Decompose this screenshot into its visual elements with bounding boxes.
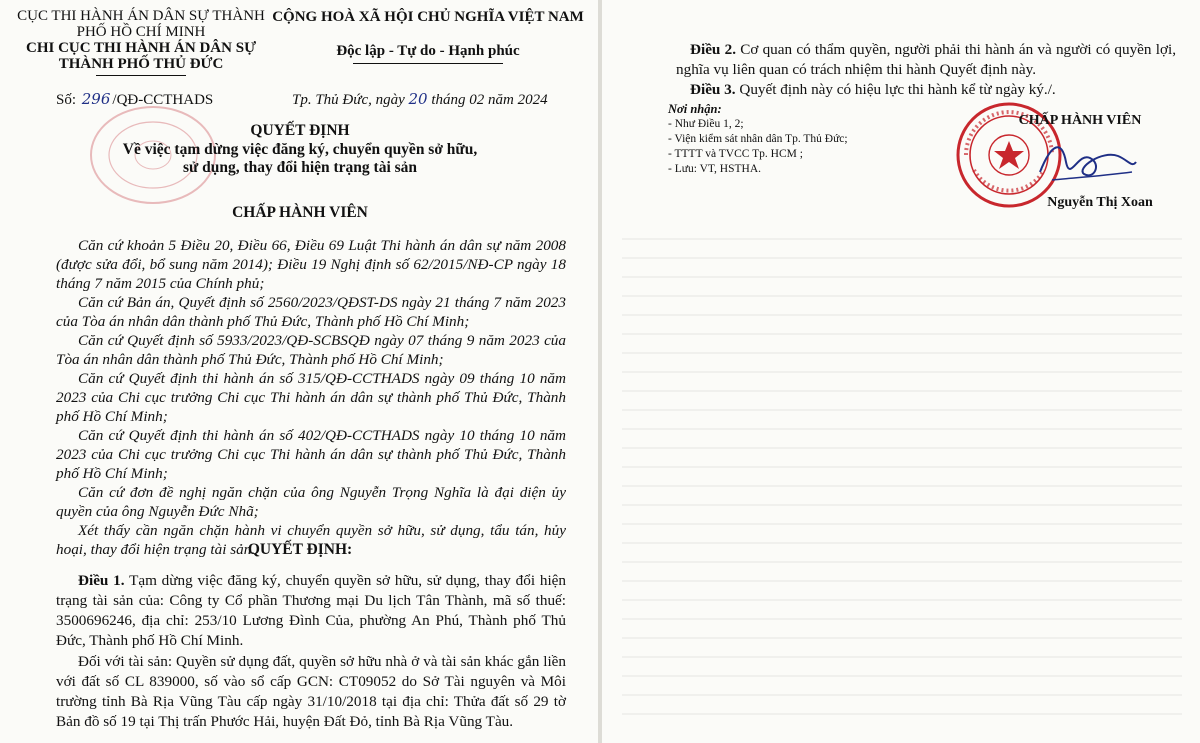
- bleed-through-text: [622, 230, 1182, 730]
- recipient-item: - Như Điều 1, 2;: [668, 118, 744, 130]
- article-1: [56, 571, 566, 733]
- basis-item: Căn cứ Quyết định thi hành án số 315/QĐ-CCTHADS ngày 09 tháng 10 năm 2023 của Chi cục trưởng Chi cục Thi hành án dân sự thành phố Thủ Đức, Thành phố Hồ Chí Minh;: [56, 370, 566, 425]
- basis-item: Căn cứ đơn đề nghị ngăn chặn của ông Nguyễn Trọng Nghĩa là đại diện ủy quyền của ông Nguyễn Đức Nhã;: [56, 484, 566, 520]
- agency-name: CHI CỤC THI HÀNH ÁN DÂN SỰ THÀNH PHỐ THỦ ĐỨC: [25, 40, 257, 72]
- article-1-asset: Đối với tài sản: Quyền sử dụng đất, quyền sở hữu nhà ở và tài sản khác gắn liền với đất số CL 839000, số vào sổ cấp GCN: CT09052 do Sở Tài nguyên và Môi trường tỉnh Bà Rịa Vũng Tàu cấp ngày 31/10/2018 tại địa chỉ: Thửa đất số 29 tờ Bản đồ số 19 tại Thị trấn Phước Hải, huyện Đất Đỏ, tỉnh Bà Rịa Vũng Tàu.: [56, 653, 566, 730]
- recipients-heading: Nơi nhận:: [668, 102, 722, 116]
- article-3-text: Quyết định này có hiệu lực thi hành kể từ ngày ký./.: [739, 81, 1056, 98]
- signer-name: Nguyễn Thị Xoan: [1047, 195, 1153, 210]
- legal-bases: [56, 236, 566, 559]
- article-3: [676, 80, 1176, 100]
- basis-item: Căn cứ khoản 5 Điều 20, Điều 66, Điều 69 Luật Thi hành án dân sự năm 2008 (được sửa đổi, bổ sung năm 2014); Điều 19 Nghị định số 62/2015/NĐ-CP ngày 18 tháng 7 năm 2015 của Chính phủ;: [56, 237, 566, 292]
- recipients: [668, 102, 928, 177]
- national-motto: Độc lập - Tự do - Hạnh phúc: [336, 43, 520, 59]
- article-1-text: Tạm dừng việc đăng ký, chuyển quyền sở hữu, sử dụng, thay đổi hiện trạng tài sản của: Công ty Cổ phần Thương mại Du lịch Tân Thành, mã số thuế: 3500696246, địa chỉ: 253/10 Lương Đình Của, phường An Phú, Thành phố Thủ Đức, Thành phố Hồ Chí Minh.: [56, 572, 566, 649]
- article-3-label: Điều 3.: [690, 81, 736, 98]
- basis-item: Căn cứ Bản án, Quyết định số 2560/2023/QĐST-DS ngày 21 tháng 7 năm 2023 của Tòa án nhân dân thành phố Thủ Đức, Thành phố Hồ Chí Minh;: [56, 294, 566, 330]
- article-2-label: Điều 2.: [690, 41, 736, 58]
- articles-2-3: [676, 40, 1176, 100]
- date-day-handwritten: 20: [408, 90, 428, 108]
- place-date-before: Tp. Thủ Đức, ngày: [292, 92, 405, 108]
- left-page: [0, 0, 598, 743]
- document-subject: Về việc tạm dừng việc đăng ký, chuyển quyền sở hữu, sử dụng, thay đổi hiện trạng tài sản: [122, 141, 478, 176]
- article-1-paragraph: [56, 571, 566, 651]
- article-2: [676, 40, 1176, 80]
- article-1-label: Điều 1.: [78, 572, 125, 589]
- agency-parent: CỤC THI HÀNH ÁN DÂN SỰ THÀNH PHỐ HỒ CHÍ MINH: [17, 8, 265, 40]
- basis-item: Căn cứ Quyết định số 5933/2023/QĐ-SCBSQĐ ngày 07 tháng 9 năm 2023 của Tòa án nhân dân thành phố Thủ Đức, Thành phố Hồ Chí Minh;: [56, 332, 566, 368]
- recipient-item: - TTTT và TVCC Tp. HCM ;: [668, 148, 803, 160]
- national-header: [258, 8, 598, 64]
- place-date: [292, 90, 548, 109]
- national-title: CỘNG HOÀ XÃ HỘI CHỦ NGHĨA VIỆT NAM: [272, 9, 584, 25]
- recipient-item: - Viện kiểm sát nhân dân Tp. Thủ Đức;: [668, 133, 848, 145]
- decision-heading: QUYẾT ĐỊNH:: [247, 541, 353, 558]
- right-page: [602, 0, 1200, 743]
- article-2-text: Cơ quan có thẩm quyền, người phải thi hành án và người có quyền lợi, nghĩa vụ liên quan có trách nhiệm thi hành Quyết định này.: [676, 41, 1176, 78]
- place-date-after: tháng 02 năm 2024: [431, 92, 548, 108]
- doc-number-handwritten: 296: [81, 90, 111, 108]
- doc-number-suffix: /QĐ-CCTHADS: [112, 92, 214, 108]
- agency-underline: [96, 75, 186, 76]
- issuer-heading: CHẤP HÀNH VIÊN: [232, 204, 368, 221]
- signer-title: CHẤP HÀNH VIÊN: [1018, 113, 1142, 128]
- doc-number-prefix: Số:: [56, 92, 77, 108]
- basis-item: Xét thấy cần ngăn chặn hành vi chuyển quyền sở hữu, sử dụng, tẩu tán, hủy hoại, thay đổi hiện trạng tài sản.: [56, 522, 566, 558]
- document-title: QUYẾT ĐỊNH: [250, 122, 350, 139]
- handwritten-signature: [1032, 132, 1142, 192]
- basis-item: Căn cứ Quyết định thi hành án số 402/QĐ-CCTHADS ngày 10 tháng 10 năm 2023 của Chi cục trưởng Chi cục Thi hành án dân sự thành phố Thủ Đức, Thành phố Hồ Chí Minh;: [56, 427, 566, 482]
- motto-underline: [353, 63, 503, 64]
- recipients-list: [668, 117, 928, 177]
- agency-header: [10, 8, 272, 76]
- recipient-item: - Lưu: VT, HSTHA.: [668, 163, 762, 175]
- document-number: [56, 90, 213, 109]
